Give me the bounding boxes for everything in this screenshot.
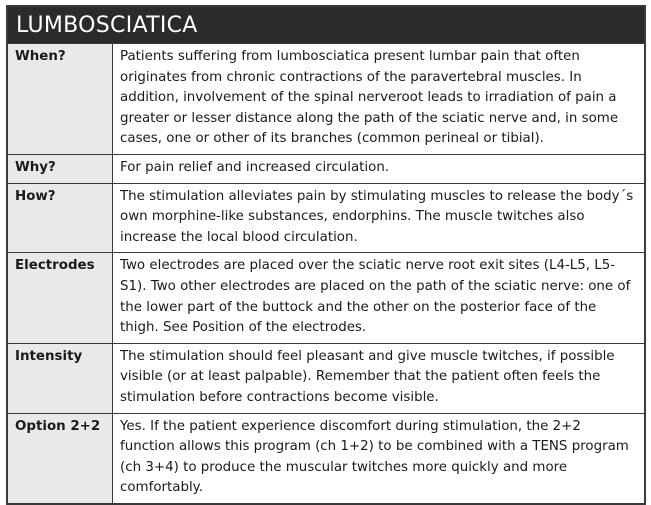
table-title: LUMBOSCIATICA — [8, 7, 644, 43]
table-row-how — [8, 183, 644, 253]
row-text-when: Patients suffering from lumbosciatica present lumbar pain that often originates from chronic contractions of the paravertebral muscles. In addition, involvement of the spinal nerveroot leads to irradiation of pain a greater or lesser distance along the path of the sciatic nerve and, in some cases, one or other of its branches (common perineal or tibial). — [113, 44, 645, 155]
table-row-intensity — [8, 343, 644, 413]
info-table — [8, 43, 644, 503]
row-label-when: When? — [8, 44, 113, 155]
table-row-option — [8, 413, 644, 503]
row-label-intensity: Intensity — [8, 343, 113, 413]
row-text-intensity: The stimulation should feel pleasant and give muscle twitches, if possible visible (or at least palpable). Remember that the patient often feels the stimulation before contractions become visible. — [113, 343, 645, 413]
row-text-why: For pain relief and increased circulation. — [113, 154, 645, 183]
info-table-card — [6, 5, 646, 505]
row-text-option: Yes. If the patient experience discomfort during stimulation, the 2+2 function allows this program (ch 1+2) to be combined with a TENS program (ch 3+4) to produce the muscular twitches more quickly and more comfortably. — [113, 413, 645, 503]
row-label-how: How? — [8, 183, 113, 253]
table-row-when — [8, 44, 644, 155]
table-row-why — [8, 154, 644, 183]
row-label-option: Option 2+2 — [8, 413, 113, 503]
row-label-electrodes: Electrodes — [8, 253, 113, 343]
row-text-electrodes: Two electrodes are placed over the sciatic nerve root exit sites (L4-L5, L5-S1). Two other electrodes are placed on the path of the sciatic nerve: one of the lower part of the buttock and the other on the posterior face of the thigh. See Position of the electrodes. — [113, 253, 645, 343]
row-text-how: The stimulation alleviates pain by stimulating muscles to release the body´s own morphine-like substances, endorphins. The muscle twitches also increase the local blood circulation. — [113, 183, 645, 253]
row-label-why: Why? — [8, 154, 113, 183]
table-row-electrodes — [8, 253, 644, 343]
